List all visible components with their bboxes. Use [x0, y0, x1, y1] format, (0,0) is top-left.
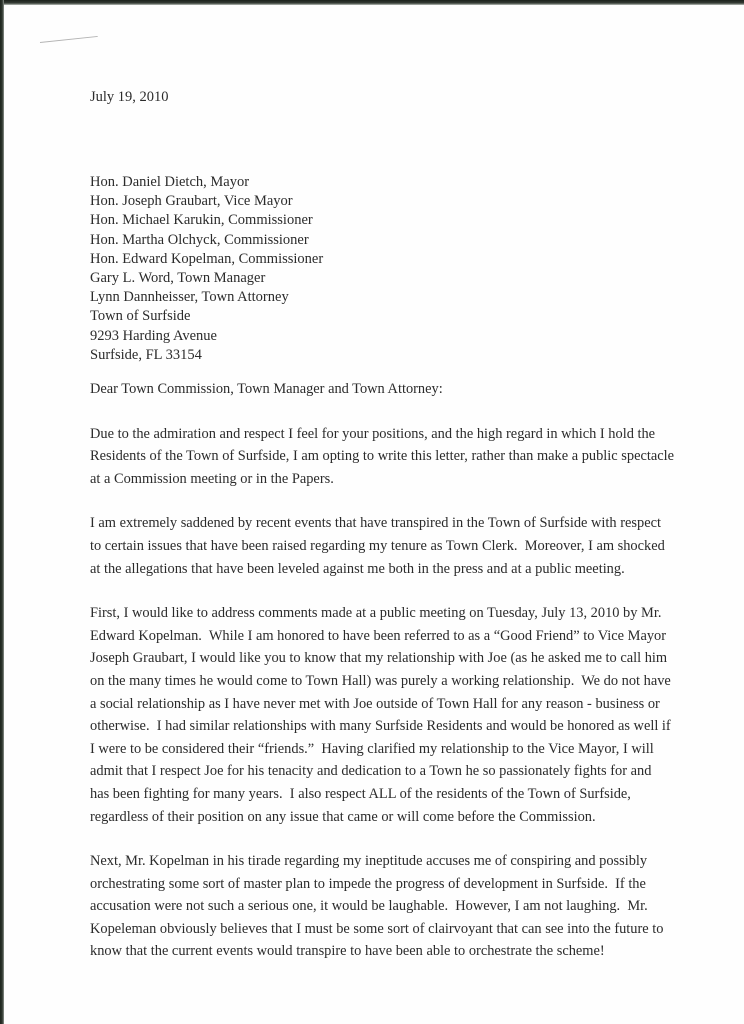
letter-date: July 19, 2010 [90, 89, 169, 105]
address-line: Hon. Joseph Graubart, Vice Mayor [90, 193, 293, 210]
scan-edge-top [0, 0, 744, 5]
letter-body [90, 378, 678, 963]
body-paragraph: Next, Mr. Kopelman in his tirade regarding my ineptitude accuses me of conspiring and possibly orchestrating some sort of master plan to impede the progress of development in Surfside. If the accusation were not such a serious one, it would be laughable. However, I am not laughing. Mr. Kopeleman obviously believes that I must be some sort of clairvoyant that can see into the future to know that the current events would transpire to have been able to orchestrate the scheme! [90, 853, 668, 960]
address-line: Surfside, FL 33154 [90, 346, 202, 363]
body-paragraph: I am extremely saddened by recent events that have transpired in the Town of Surfside with respect to certain issues that have been raised regarding my tenure as Town Clerk. Moreover, I am shocked at the allegations that have been leveled against me both in the press and at a public meeting. [90, 515, 669, 577]
address-line: Hon. Michael Karukin, Commissioner [90, 212, 313, 229]
address-line: Hon. Edward Kopelman, Commissioner [90, 250, 324, 267]
address-line: Hon. Martha Olchyck, Commissioner [90, 231, 309, 248]
address-line: Lynn Dannheisser, Town Attorney [90, 289, 289, 306]
address-line: 9293 Harding Avenue [90, 327, 217, 344]
body-paragraph: First, I would like to address comments made at a public meeting on Tuesday, July 13, 2010 by Mr. Edward Kopelman. While I am honored to have been referred to as a “Good Friend” to Vice Mayor Joseph Graubart, I would like you to know that my relationship with Joe (as he asked me to call him on the many times he would come to Town Hall) was purely a working relationship. We do not have a social relationship as I have never met with Joe outside of Town Hall for any reason - business or otherwise. I had similar relationships with many Surfside Residents and would be honored as well if I were to be considered their “friends.” Having clarified my relationship to the Vice Mayor, I will admit that I respect Joe for his tenacity and dedication to a Town he so passionately fights for and has been fighting for many years. I also respect ALL of the residents of the Town of Surfside, regardless of their position on any issue that came or will come before the Commission. [90, 605, 675, 825]
address-line: Gary L. Word, Town Manager [90, 270, 266, 287]
body-paragraph: Due to the admiration and respect I feel for your positions, and the high regard in which I hold the Residents of the Town of Surfside, I am opting to write this letter, rather than make a public spectacle at a Commission meeting or in the Papers. [90, 425, 678, 487]
scan-edge-left [0, 0, 4, 1024]
pen-stroke-artifact [40, 36, 98, 43]
address-line: Hon. Daniel Dietch, Mayor [90, 174, 250, 190]
salutation: Dear Town Commission, Town Manager and Town Attorney: [90, 381, 443, 397]
address-line: Town of Surfside [90, 308, 191, 325]
recipient-address-block [90, 173, 323, 365]
